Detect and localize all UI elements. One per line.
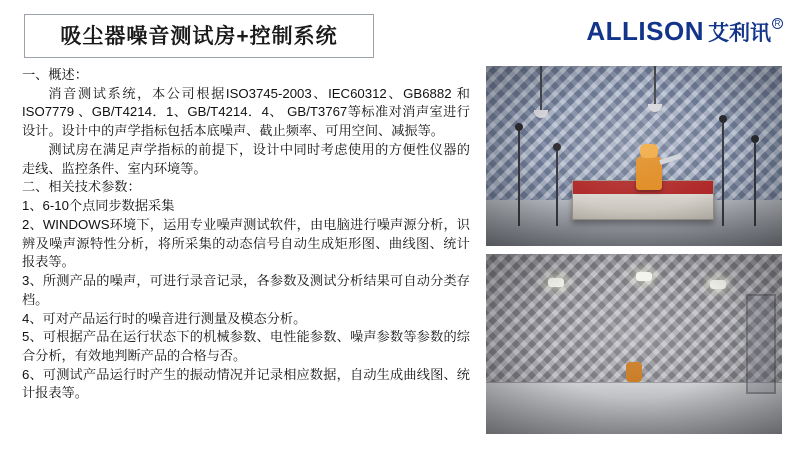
page-title: 吸尘器噪音测试房+控制系统 xyxy=(60,24,338,48)
photo-vignette xyxy=(486,254,782,434)
logo-text-en: ALLISON xyxy=(586,16,704,46)
paragraph-param-5: 5、可根据产品在运行状态下的机械参数、电性能参数、噪声参数等参数的综合分析，有效地判断产品的合格与否。 xyxy=(22,329,470,364)
paragraph-overview-1: 消音测试系统，本公司根据ISO3745-2003、IEC60312、GB6882 和ISO7779 、GB/T4214．1、GB/T4214．4、 GB/T3767等标准对消声室进行设计。设计中的声学指标包括本底噪声、截止频率、可用空间、减振等。 xyxy=(22,85,470,139)
logo-text-cn: 艾利讯 xyxy=(708,22,771,45)
title-box xyxy=(24,14,374,58)
anechoic-chamber-interior-photo xyxy=(486,254,782,434)
company-logo xyxy=(586,16,782,50)
anechoic-chamber-test-rig-photo xyxy=(486,66,782,246)
paragraph-overview-2: 测试房在满足声学指标的前提下，设计中同时考虑使用的方便性仪器的走线、监控条件、室内环境等。 xyxy=(22,141,470,176)
paragraph-param-1: 1、6-10个点同步数据采集 xyxy=(22,198,175,214)
paragraph-param-2: 2、WINDOWS环境下，运用专业噪声测试软件，由电脑进行噪声源分析，识辨及噪声源特性分析，将所采集的动态信号自动生成矩形图、曲线图、统计报表等。 xyxy=(22,216,470,270)
body-text xyxy=(22,66,470,403)
paragraph-overview-heading: 一、概述： xyxy=(22,67,88,82)
paragraph-param-3: 3、所测产品的噪声，可进行录音记录，各参数及测试分析结果可自动分类存档。 xyxy=(22,273,470,307)
paragraph-param-4: 4、可对产品运行时的噪音进行测量及模态分析。 xyxy=(22,310,307,326)
registered-trademark-icon: R xyxy=(772,18,783,29)
photo-vignette xyxy=(486,66,782,246)
paragraph-params-heading: 二、相关技术参数： xyxy=(22,179,141,195)
paragraph-param-6: 6、可测试产品运行时产生的振动情况并记录相应数据，自动生成曲线图、统计报表等。 xyxy=(22,366,470,401)
